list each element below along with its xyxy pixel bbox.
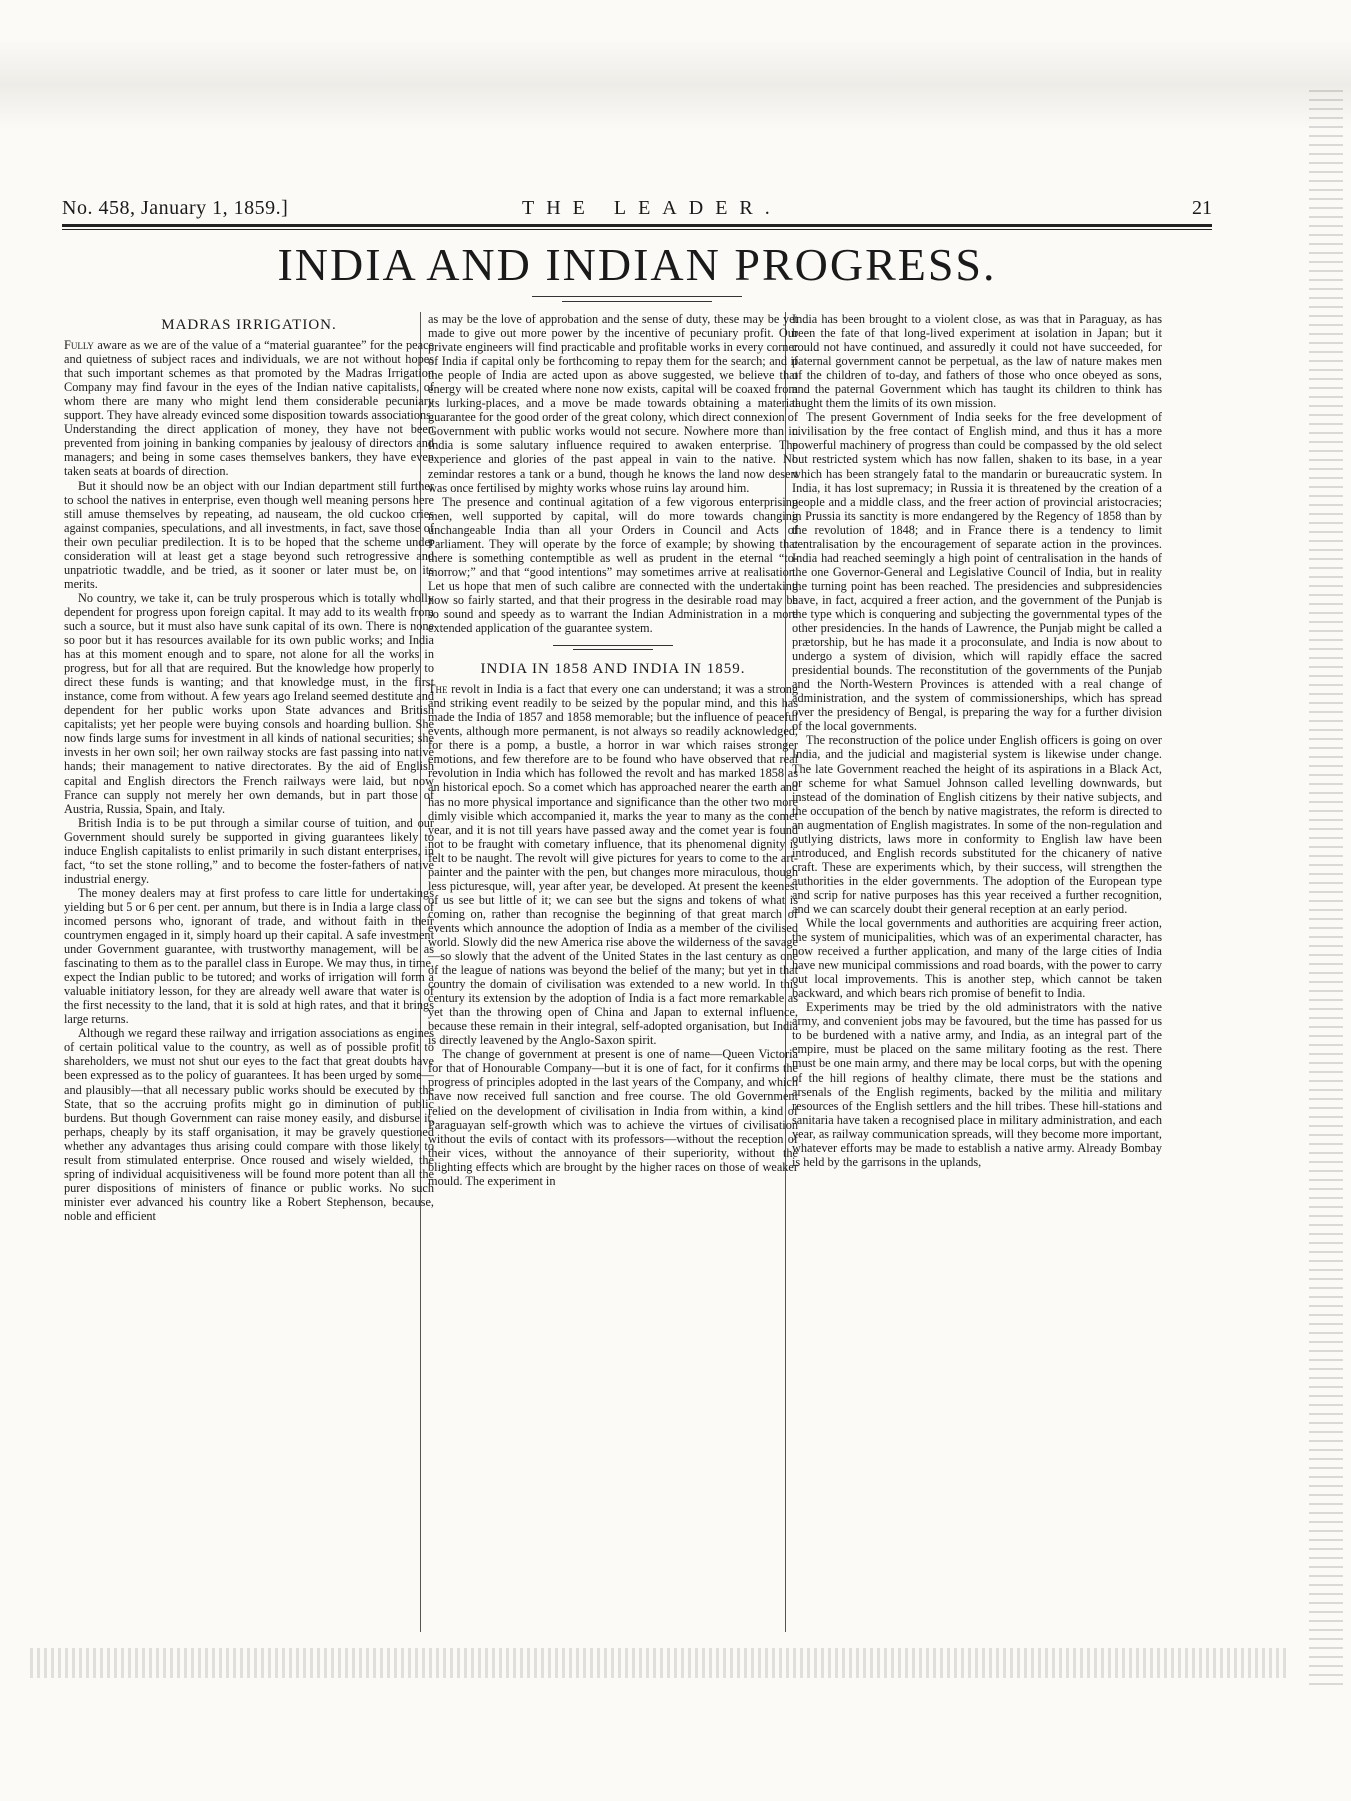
column-1	[64, 318, 434, 1643]
article-paragraph: The reconstruction of the police under English officers is going on over India, and the judicial and magisterial system is likewise under change. The late Government reached the height of its aspirations in a Black Act, or scheme for what Samuel Johnson called levelling downwards, but instead of the domination of English citizens by their native subjects, and the occupation of the bench by native magistrates, the reform is directed to an augmentation of English magistrates. In some of the non-regulation and outlying districts, laws more in conformity to English law have been introduced, and English records substituted for the chicanery of native craft. These are experiments which, by their success, will strengthen the authorities in the elder governments. The adoption of the European type and scrip for native purposes has this year received a further recognition, and we can scarcely doubt their general reception at an early period.	[792, 733, 1162, 916]
masthead: THE LEADER.	[522, 197, 782, 219]
header-rule-thin	[62, 229, 1212, 230]
article-paragraph: The revolt in India is a fact that every one can understand; it was a strong and striking event readily to be seized by the popular mind, and this has made the India of 1857 and 1858 memorable; but the influence of peaceful events, although more permanent, is not always so readily acknowledged, for there is a pomp, a bustle, a horror in war which raises stronger emotions, and few therefore are to be found who have observed that real revolution in India which has followed the revolt and has marked 1858 as an historical epoch. So a comet which has approached nearer the earth and has no more physical importance and significance than the other two more dimly visible which accompanied it, marks the year to many as the comet year, and it is not till years have passed away and the comet year is found not to be fraught with cometary influence, that its phenomenal dignity is felt to be naught. The revolt will give pictures for years to come to the art-painter and the painter with the pen, but changes more miraculous, though less picturesque, will, year after year, be developed. At present the keenest of us see but little of it; we can see but the signs and tokens of what is coming on, rather than recognise the beginning of that great march of events which announce the adoption of India as a member of the civilised world. Slowly did the new America rise above the wilderness of the savage—so slowly that the advent of the United States in the last century as one of the league of nations was beyond the belief of the many; but yet in that country the domain of civilisation was extended to a new world. In this century its extension by the adoption of India is a fact more remarkable as yet than the throwing open of China and Japan to external influence, because these remain in their integral, self-adopted organisation, but India is directly leavened by the Anglo-Saxon spirit.	[428, 682, 798, 1048]
section-rule	[573, 649, 653, 650]
column-3	[792, 312, 1162, 1637]
section-banner: INDIA AND INDIAN PROGRESS.	[277, 239, 997, 290]
article-paragraph: While the local governments and authorities are acquiring freer action, the system of municipalities, which was of an experimental character, has now received a further application, and many of the large cities of India have new municipal commissions and road boards, with the power to carry out local improvements. This is another step, which cannot be taken backward, and which bears rich promise of benefit to India.	[792, 916, 1162, 1001]
article-paragraph: India has been brought to a violent close, as was that in Paraguay, as has been the fate of that long-lived experiment at isolation in Japan; but it could not have continued, and assuredly it could not have succeeded, for paternal government cannot be perpetual, as the law of nature makes men of the children of to-day, and fathers of those who once obeyed as sons, and the paternal Government which has taught its children to think has taught them the limits of its own mission.	[792, 312, 1162, 411]
page-number: 21	[1192, 197, 1212, 219]
banner-rule	[532, 296, 742, 297]
column-2	[428, 312, 798, 1637]
lead-word: Fully	[64, 338, 94, 353]
article-paragraph: The present Government of India seeks for the free development of civilisation by the free contact of English mind, and thus it has a more powerful machinery of progress than could be compassed by the old select but restricted system which has now fallen, shaken to its base, in a year which has been strangely fatal to the mandarin or bureaucratic system. In India, it has lost supremacy; in Russia it is threatened by the creation of a people and a middle class, and the freer action of provincial aristocracies; in Prussia its sanctity is more endangered by the Regency of 1858 than by the revolution of 1848; and in France there is a tendency to limit centralisation by the encouragement of separate action in the provinces. India had reached seemingly a high point of centralisation in the hands of the one Governor-General and Legislative Council of India, but in reality the turning point has been reached. The presidencies and subpresidencies have, in fact, acquired a freer action, and the government of the Punjab is the type which is conquering and subjecting the governmental types of the other presidencies. In the hands of Lawrence, the Punjab might be called a prætorship, but he has made it a proconsulate, and India is now about to undergo a system of division, which will rapidly efface the sacred presidential bounds. The reconstitution of the governments of the Punjab and the North-Western Provinces is attended with a real change of administration, and the system of commissionerships, which has spread over the presidency of Bengal, is preparing the way for a further division of the local governments.	[792, 410, 1162, 734]
article-paragraph: No country, we take it, can be truly prosperous which is totally wholly dependent for progress upon foreign capital. It may add to its wealth from such a source, but it must also have sunk capital of its own. There is none so poor but it has resources available for its own public works; and India has at this moment enough and to spare, not alone for all the works in progress, but for all that are required. But the knowledge how properly to direct these funds is wanting; and that knowledge must, in the first instance, come from without. A few years ago Ireland seemed destitute and dependent for her public works upon State advances and British capitalists; yet her people were buying consols and hoarding bullion. She now finds large sums for investment in all kinds of national securities; she invests in her own soil; her own railway stocks are fast passing into native hands; their management to native directorates. By the aid of English capital and English directors the French railways were laid, but now France can supply not merely her own demands, but in part those of Austria, Russia, Spain, and Italy.	[64, 590, 434, 816]
issue-date: No. 458, January 1, 1859.]	[62, 197, 289, 219]
article-paragraph: as may be the love of approbation and the sense of duty, these may be yet made to give out more power by the incentive of pecuniary profit. Our private engineers will find practicable and profitable works in every corner of India if capital only be forthcoming to repay them for the search; and if the people of India are acted upon as above suggested, we believe that energy will be created where none now exists, capital will be coaxed from its lurking-places, and a move be made towards obtaining a material guarantee for the good order of the great colony, which direct connexion of Government with public works would not secure. Nowhere more than in India is some salutary influence required to awaken enterprise. The experience and glories of the past appeal in vain to the native. No zemindar restores a tank or a bund, though he knows the land now desert was once fertilised by mighty works whose ruins lay around him.	[428, 312, 798, 495]
header-rule-thick	[62, 224, 1212, 227]
lead-word: The	[428, 682, 448, 697]
scan-bleed-bottom	[30, 1648, 1290, 1678]
article-paragraph: Fully aware as we are of the value of a “material guarantee” for the peace and quietness of subject races and individuals, we are not without hopes that such important schemes as that promoted by the Madras Irrigation Company may find favour in the eyes of the Indian native capitalists, of whom there are many who might lend them considerable pecuniary support. They have already evinced some disposition towards associations. Understanding the direct application of money, they have not been prevented from joining in banking companies by jealousy of directors and managers; and being in some cases themselves bankers, they have even taken seats at boards of direction.	[64, 338, 434, 479]
article-paragraph: Experiments may be tried by the old administrators with the native army, and convenient jobs may be favoured, but the time has passed for us to be burdened with a native army, and India, as an integral part of the empire, must be placed on the same military footing as the rest. There must be one main army, and there may be local corps, but with the opening of the hill regions of healthy climate, there must be the stations and arsenals of the English regiments, backed by the militia and military resources of the English settlers and the hill tribes. These hill-stations and sanitaria have taken a recognised place in military administration, and each year, as railway communication spreads, will they become more important, whatever efforts may be made to establish a native army. Already Bombay is held by the garrisons in the uplands,	[792, 1000, 1162, 1169]
article-paragraph: The presence and continual agitation of a few vigorous enterprising men, well supported by capital, will do more towards changing unchangeable India than all your Orders in Council and Acts of Parliament. They will operate by the force of example; by showing that there is something contemptible as well as prudent in the eternal “to-morrow;” and that “good intentions” may sometimes arrive at realisation. Let us hope that men of such calibre are connected with the undertaking now so fairly started, and that their progress in the desirable road may be so sound and speedy as to warrant the Indian Administration in a more extended application of the guarantee system.	[428, 494, 798, 636]
page-header	[62, 197, 1212, 227]
scan-shadow-top	[0, 40, 1351, 130]
section-rule	[553, 645, 673, 646]
article-title: MADRAS IRRIGATION.	[161, 318, 337, 333]
article-paragraph: British India is to be put through a similar course of tuition, and our Government should surely be supported in giving guarantees likely to induce English capitalists to enlist primarily in such distant enterprises, in fact, “to set the stone rolling,” and to become the foster-fathers of native industrial energy.	[64, 815, 434, 886]
article-paragraph: Although we regard these railway and irrigation associations as engines of certain political value to the country, as well as of possible profit to shareholders, we must not shut our eyes to the fact that great doubts have been expressed as to the policy of guarantees. It has been urged by some—and plausibly—that all necessary public works should be executed by the State, that so the accruing profits might go in diminution of public burdens. But though Government can raise money easily, and disburse it, perhaps, cheaply by its staff organisation, it may be gravely questioned whether any advantages thus arising could compare with those likely to result from stimulated enterprise. Once roused and wisely wielded, the spring of individual acquisitiveness will be found more potent than all the purer dispositions of ministers of finance or public works. No such minister ever advanced his country like a Robert Stephenson, because, noble and efficient	[64, 1026, 434, 1223]
article-paragraph: But it should now be an object with our Indian department still further to school the natives in enterprise, even though well meaning persons here still amuse themselves by repeating, ad nauseam, the old cuckoo cries against companies, speculations, and all investments, in fact, save those of their own peculiar predilection. It is to be hoped that the scheme under consideration will at least get a stage beyond such retrogressive and unpatriotic twaddle, and be tried, as it sooner or later must be, on its merits.	[64, 478, 434, 591]
article-title: INDIA IN 1858 AND INDIA IN 1859.	[480, 661, 746, 678]
scan-edge-right	[1309, 90, 1343, 1690]
article-paragraph: The money dealers may at first profess to care little for undertakings yielding but 5 or 6 per cent. per annum, but there is in India a large class of incomed persons who, ignorant of trade, and without faith in their countrymen engaged in it, simply hoard up their capital. A safe investment under Government guarantee, with trustworthy management, will be as fascinating to them as to the parallel class in Europe. We may thus, in time, expect the Indian public to be tutored; and works of irrigation will form a valuable initiatory lesson, for they are already well aware that water is of the first necessity to the land, that it is sold at high rates, and that it brings large returns.	[64, 885, 434, 1027]
article-paragraph: The change of government at present is one of name—Queen Victoria for that of Honourable Company—but it is one of fact, for it confirms the progress of principles adopted in the last years of the Company, and which have now received full sanction and free course. The old Government relied on the development of civilisation in India from within, a kind of Paraguayan self-growth which was to achieve the virtues of civilisation without the evils of contact with its professors—without the reception of their vices, without the annoyance of their superiority, without the blighting effects which are brought by the higher races on those of weaker mould. The experiment in	[428, 1047, 798, 1188]
banner-rule	[562, 301, 712, 302]
